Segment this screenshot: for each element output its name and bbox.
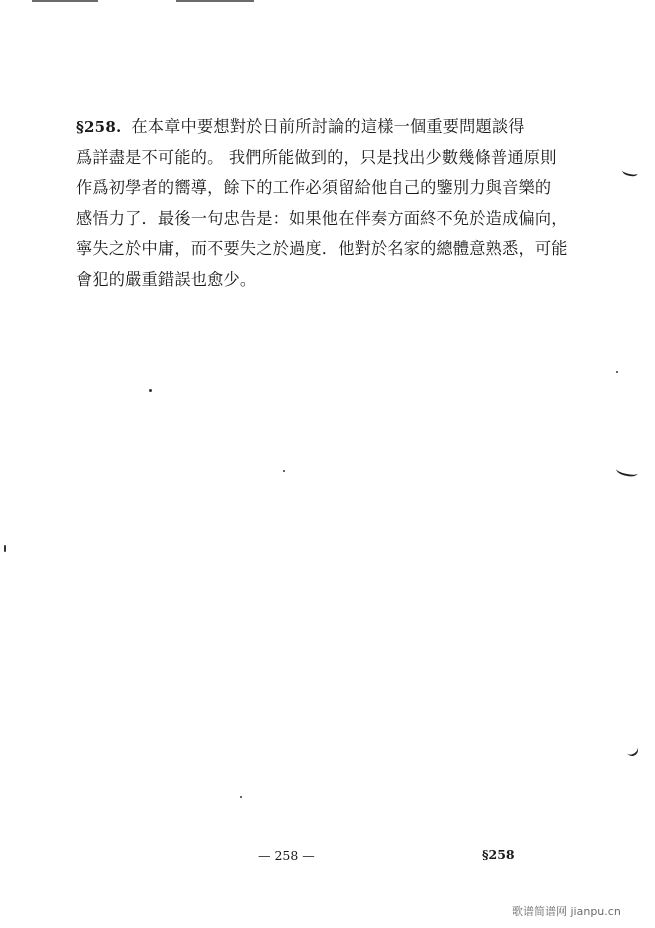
paragraph-line-6: 會犯的嚴重錯誤也愈少。 [76,269,257,289]
scan-edge-mark [615,464,639,478]
top-edge-rule-left [32,0,98,2]
scan-speck [616,371,618,373]
site-watermark: 歌谱简谱网 jianpu.cn [512,905,621,918]
page-number: — 258 — [258,848,315,863]
section-number: §258. [76,118,122,136]
paragraph-line-4: 感悟力了．最後一句忠告是：如果他在伴奏方面終不免於造成偏向， [76,208,568,228]
scan-edge-mark [621,166,638,177]
top-edge-rule-right [176,0,254,2]
paragraph-line-1-text: 在本章中要想對於日前所討論的這樣一個重要問題談得 [131,117,525,136]
paragraph-line-2: 爲詳盡是不可能的。 我們所能做到的，只是找出少數幾條普通原則 [76,147,557,167]
paragraph-line-3: 作爲初學者的嚮導，餘下的工作必須留給他自己的鑒別力與音樂的 [76,178,552,198]
paragraph-line-5: 寧失之於中庸，而不要失之於過度．他對於名家的總體意熟悉，可能 [76,239,568,259]
scan-speck [149,389,152,392]
paragraph-258 [76,112,568,296]
footer-section-mark: §258 [482,847,515,862]
scan-speck [283,470,285,472]
paragraph-line-1 [76,112,558,143]
scan-edge-mark [624,742,640,758]
scan-speck [4,545,6,552]
scan-speck [240,796,242,798]
